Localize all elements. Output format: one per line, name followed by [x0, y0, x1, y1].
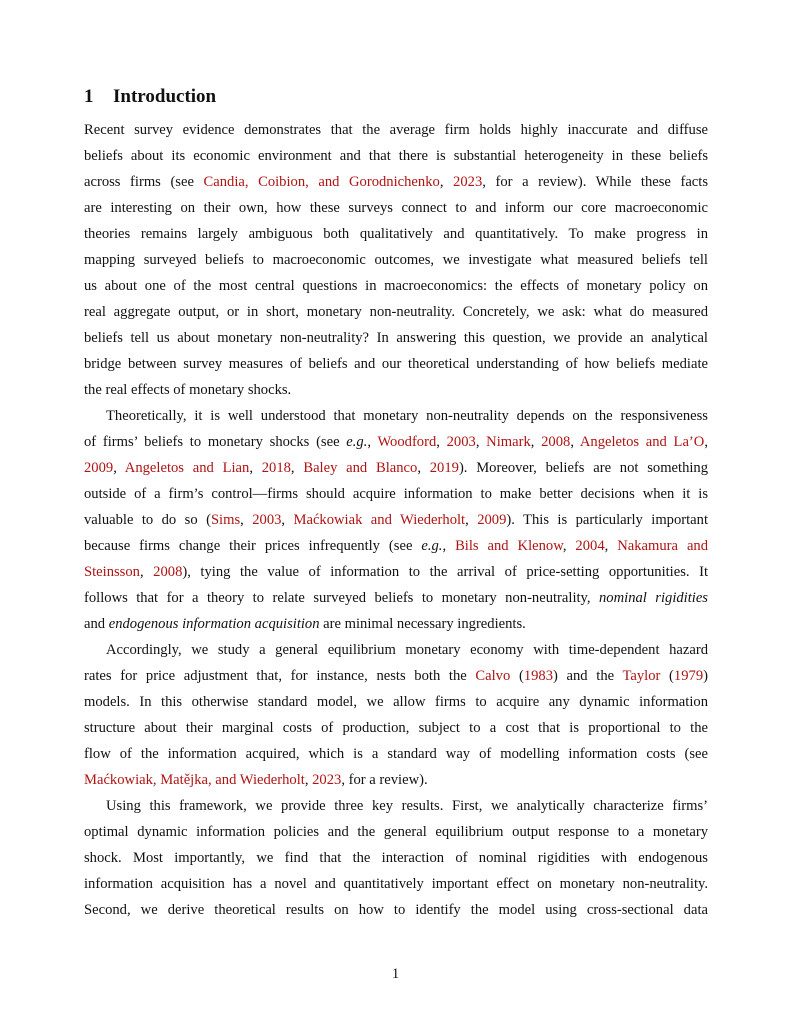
text-span: outside of a firm’s control—firms should acquire information to make better decisions when it is — [84, 486, 708, 502]
text-span: , — [562, 538, 576, 554]
text-line — [84, 251, 708, 269]
text-span: rates for price adjustment that, for instance, nests both the — [84, 668, 476, 684]
text-span: , — [113, 460, 125, 476]
text-line — [84, 693, 708, 711]
text-line — [84, 823, 708, 841]
text-line — [84, 381, 708, 399]
text-line — [84, 459, 708, 477]
text-span: optimal dynamic information policies and the general equilibrium output response to a monetary — [84, 824, 708, 840]
text-line — [84, 771, 708, 789]
citation-link[interactable]: Candia, Coibion, and Gorodnichenko — [203, 174, 440, 190]
text-span: valuable to do so ( — [84, 512, 211, 528]
text-line — [84, 537, 708, 555]
text-span: shock. Most importantly, we find that the interaction of nominal rigidities with endogenous — [84, 850, 708, 866]
text-span: of firms’ beliefs to monetary shocks (see — [84, 434, 347, 450]
citation-link[interactable]: 1979 — [673, 668, 704, 684]
text-span: Recent survey evidence demonstrates that the average firm holds highly inaccurate and diffuse — [84, 122, 708, 138]
text-line — [84, 901, 708, 919]
text-line — [84, 199, 708, 217]
text-span: ). Moreover, beliefs are not something — [458, 460, 709, 476]
text-span: us about one of the most central questions in macroeconomics: the effects of monetary policy on — [84, 278, 708, 294]
citation-link[interactable]: 2009 — [84, 460, 114, 476]
text-span: real aggregate output, or in short, monetary non-neutrality. Concretely, we ask: what do measured — [84, 304, 708, 320]
text-line — [84, 121, 708, 139]
text-line — [84, 875, 708, 893]
text-span: , — [281, 512, 294, 528]
text-span: , — [604, 538, 618, 554]
citation-link[interactable]: 2003 — [252, 512, 282, 528]
text-span: , — [290, 460, 304, 476]
text-span: , — [417, 460, 430, 476]
text-span: theories remains largely ambiguous both qualitatively and quantitatively. To make progress in — [84, 226, 708, 242]
text-span: , — [304, 772, 313, 788]
text-line — [84, 173, 708, 191]
text-span: ( — [660, 668, 674, 684]
text-span: bridge between survey measures of beliefs and our theoretical understanding of how beliefs mediate — [84, 356, 708, 372]
text-line — [84, 563, 708, 581]
text-span: flow of the information acquired, which is a standard way of modelling information costs (see — [84, 746, 708, 762]
text-span: across firms (see — [84, 174, 204, 190]
text-span: , — [249, 460, 262, 476]
text-line — [84, 511, 708, 529]
citation-link[interactable]: 2009 — [477, 512, 507, 528]
text-span: ). This is particularly important — [506, 512, 709, 528]
text-span: because firms change their prices infrequently (see — [84, 538, 422, 554]
text-line — [84, 433, 708, 451]
citation-link[interactable]: 2008 — [541, 434, 571, 450]
citation-link[interactable]: Angeletos and Lian — [124, 460, 250, 476]
citation-link[interactable]: Bils and Klenow — [455, 538, 563, 554]
text-span: mapping surveyed beliefs to macroeconomic outcomes, we investigate what measured beliefs tell — [84, 252, 708, 268]
text-span: models. In this otherwise standard model, we allow firms to acquire any dynamic information — [84, 694, 708, 710]
citation-link[interactable]: 2008 — [153, 564, 183, 580]
citation-link[interactable]: Taylor — [622, 668, 661, 684]
emphasis-text: nominal rigidities — [599, 590, 708, 606]
text-span: the real effects of monetary shocks. — [84, 382, 292, 398]
text-span: Accordingly, we study a general equilibrium monetary economy with time-dependent hazard — [106, 642, 708, 658]
text-line — [84, 225, 708, 243]
text-span: , — [465, 512, 478, 528]
text-line — [84, 615, 708, 633]
text-span: Using this framework, we provide three key results. First, we analytically characterize firms’ — [106, 798, 708, 814]
text-span: ( — [510, 668, 524, 684]
citation-link[interactable]: Sims — [210, 512, 241, 528]
citation-link[interactable]: 2023 — [453, 174, 483, 190]
citation-link[interactable]: Steinsson — [84, 564, 140, 580]
text-span: ), tying the value of information to the arrival of price-setting opportunities. It — [182, 564, 709, 580]
text-span: , — [704, 434, 708, 450]
text-line — [84, 849, 708, 867]
text-span: , — [570, 434, 580, 450]
text-span: information acquisition has a novel and quantitatively important effect on monetary non-neutrality. — [84, 876, 708, 892]
text-line — [84, 303, 708, 321]
text-line — [84, 277, 708, 295]
citation-link[interactable]: 2023 — [312, 772, 342, 788]
text-span: , — [367, 434, 378, 450]
citation-link[interactable]: Nakamura and — [617, 538, 709, 554]
text-span: Second, we derive theoretical results on how to identify the model using cross-sectional data — [84, 902, 708, 918]
section-number: 1 — [84, 86, 94, 107]
citation-link[interactable]: Maćkowiak and Wiederholt — [293, 512, 466, 528]
citation-link[interactable]: 2019 — [429, 460, 459, 476]
text-span: beliefs about its economic environment and that there is substantial heterogeneity in these beliefs — [84, 148, 708, 164]
section-title: Introduction — [113, 86, 217, 107]
text-span: are minimal necessary ingredients. — [319, 616, 526, 632]
text-span: , for a review). — [341, 772, 428, 788]
text-span: , — [139, 564, 154, 580]
text-span: Theoretically, it is well understood that monetary non-neutrality depends on the responsiveness — [106, 408, 708, 424]
emphasis-text: e.g. — [421, 538, 443, 554]
emphasis-text: e.g. — [346, 434, 368, 450]
text-line — [84, 745, 708, 763]
text-line — [84, 147, 708, 165]
citation-link[interactable]: 2004 — [575, 538, 605, 554]
page-number: 1 — [391, 966, 400, 982]
citation-link[interactable]: Woodford — [377, 434, 437, 450]
text-line — [84, 329, 708, 347]
text-span: , for a review). While these facts — [482, 174, 709, 190]
text-span: , — [530, 434, 542, 450]
citation-link[interactable]: Calvo — [475, 668, 511, 684]
text-line — [106, 407, 708, 425]
text-span: , — [439, 174, 454, 190]
text-span: , — [442, 538, 456, 554]
text-span: , — [240, 512, 253, 528]
text-line — [84, 719, 708, 737]
citation-link[interactable]: Baley and Blanco — [303, 460, 418, 476]
citation-link[interactable]: Nimark — [486, 434, 531, 450]
citation-link[interactable]: 2003 — [446, 434, 476, 450]
text-span: , — [436, 434, 447, 450]
citation-link[interactable]: Angeletos and La’O — [579, 434, 705, 450]
text-span: are interesting on their own, how these surveys connect to and inform our core macroeconomic — [84, 200, 708, 216]
citation-link[interactable]: 1983 — [523, 668, 553, 684]
section-heading — [84, 86, 216, 108]
text-span: structure about their marginal costs of production, subject to a cost that is proportional to the — [84, 720, 708, 736]
text-span: beliefs tell us about monetary non-neutrality? In answering this question, we provide an analytical — [84, 330, 708, 346]
emphasis-text: endogenous information acquisition — [108, 616, 320, 632]
citation-link[interactable]: Maćkowiak, Matějka, and Wiederholt — [84, 772, 305, 788]
text-line — [84, 667, 708, 685]
text-span: follows that for a theory to relate surveyed beliefs to monetary non-neutrality, — [84, 590, 599, 606]
text-span: , — [475, 434, 487, 450]
text-line — [84, 589, 708, 607]
text-line — [106, 641, 708, 659]
text-line — [84, 485, 708, 503]
text-line — [84, 355, 708, 373]
text-span: ) and the — [553, 668, 623, 684]
text-line — [106, 797, 708, 815]
text-span: ) — [703, 668, 708, 684]
citation-link[interactable]: 2018 — [261, 460, 291, 476]
text-span: and — [84, 616, 109, 632]
